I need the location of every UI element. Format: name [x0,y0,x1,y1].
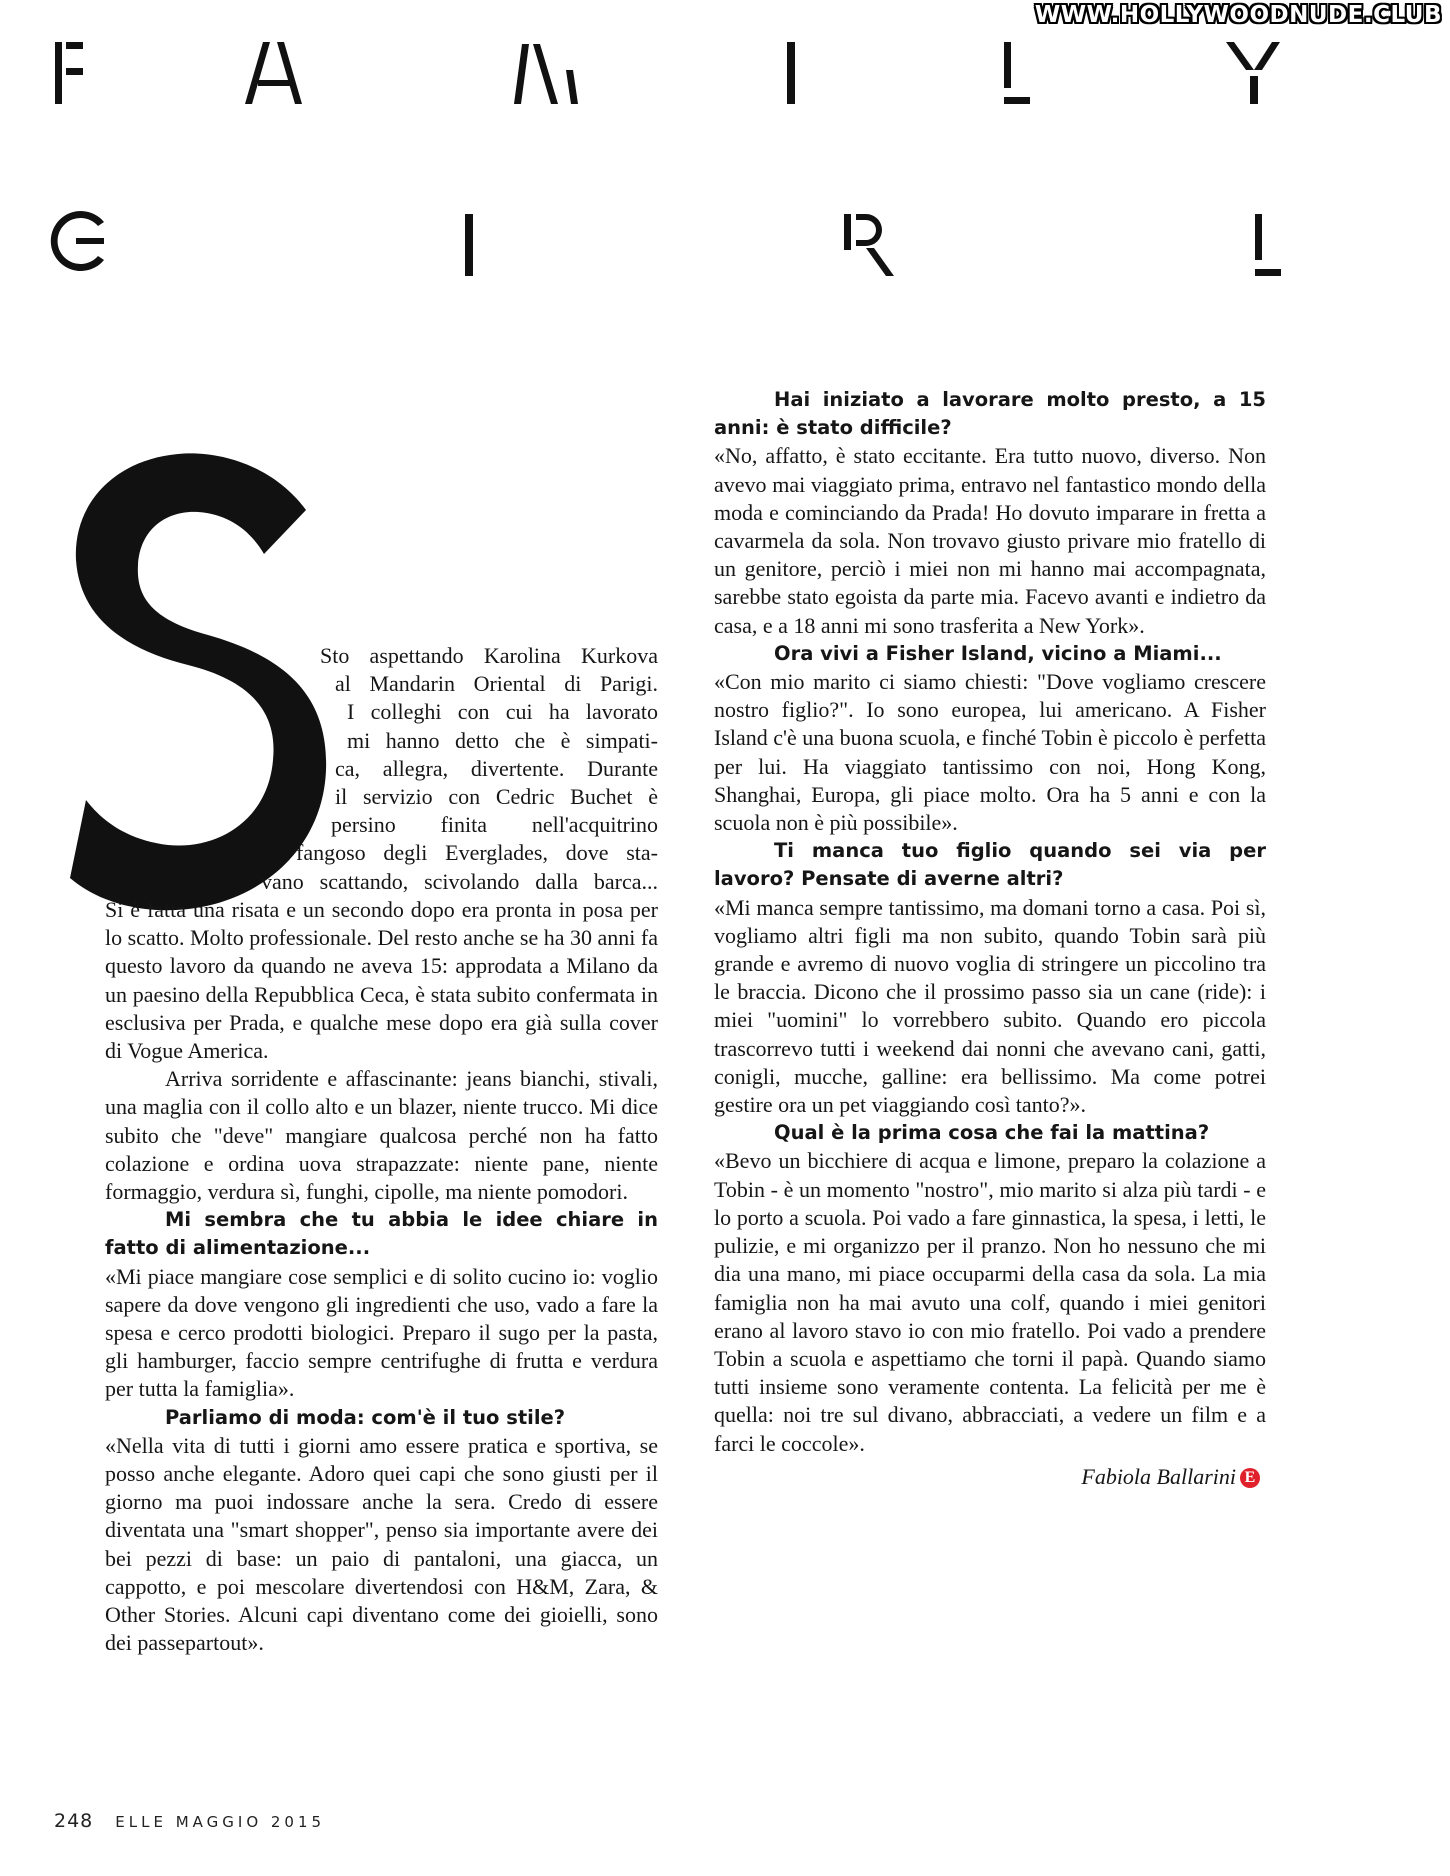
right-column [714,386,1266,1490]
headline-letter-f [55,42,83,104]
interview-question: Qual è la prima cosa che fai la mattina? [774,1121,1210,1145]
intro-paragraph [105,642,658,894]
interview-question: Mi sembra che tu abbia le idee chiare in fatto di alimentazione... [105,1208,658,1260]
headline-letter-l-2 [1255,214,1281,276]
author-signature [714,1464,1266,1490]
elle-end-mark-icon: E [1240,1468,1260,1488]
left-column [105,896,658,1657]
interview-question: Ora vivi a Fisher Island, vicino a Miami... [774,641,1222,665]
magazine-issue: ELLE MAGGIO 2015 [115,1813,326,1831]
headline-letter-g [51,211,104,271]
intro-line: mi hanno detto che è simpati- [347,727,658,753]
headline-letter-i [787,42,795,104]
headline-letter-a [245,42,302,104]
paragraph: Arriva sorridente e affascinante: jeans bianchi, stivali, una maglia con il collo alto e un blazer, niente trucco. Mi dice subito che "deve" mangiare qualcosa perché non ha fatto colazione e ordina uova strapazzate: niente pane, niente formaggio, verdura sì, funghi, cipolle, ma niente pomodori. [105,1066,658,1205]
headline-letter-r [844,214,894,276]
headline-letter-m [514,44,578,104]
page-number: 248 [54,1810,94,1832]
intro-line: Sto aspettando Karolina Kurkova [320,643,658,668]
headline-letter-l [1004,42,1030,104]
intro-line: I colleghi con cui ha lavorato [347,699,658,725]
intro-line: al Mandarin Oriental di Parigi. [335,671,658,697]
watermark: WWW.HOLLYWOODNUDE.CLUB [1034,2,1442,28]
headline-letter-i-2 [465,214,473,276]
interview-question: Ti manca tuo figlio quando sei via per lavoro? Pensate di averne altri? [714,839,1266,891]
answer-paragraph: «Con mio marito ci siamo chiesti: "Dove vogliamo crescere nostro figlio?". Io sono europea, lui americano. A Fisher Island c'è una buona scuola, e finché Tobin è piccolo è perfetta per lui. Ha viaggiato tantissimo con noi, Hong Kong, Shanghai, Europa, gli piace molto. Ora ha 5 anni e con la scuola non è più possibile». [714,669,1266,836]
headline [0,0,1450,300]
intro-line: ca, allegra, divertente. Durante [335,755,658,781]
author-name: Fabiola Ballarini [1081,1463,1236,1489]
answer-paragraph: «Mi manca sempre tantissimo, ma domani torno a casa. Poi sì, vogliamo altri figli ma non subito, quando Tobin sarà più grande e avremo di nuovo voglia di stringere un piccolino tra le braccia. Dicono che il prossimo passo sia un cane (ride): i miei "uomini" lo vorrebbero subito. Quando ero piccola trascorrevo tutti i weekend dai nonni che avevano cani, gatti, conigli, mucche, galline: era bellissimo. Ma come potrei gestire ora un pet viaggiando così tanto?». [714,894,1266,1118]
page-footer [54,1810,325,1832]
answer-paragraph: «No, affatto, è stato eccitante. Era tutto nuovo, diverso. Non avevo mai viaggiato prima, entravo nel fantastico mondo della moda e cominciando da Prada! Ho dovuto imparare in fretta a cavarmela da sola. Non trovavo giusto privare mio fratello di un genitore, perciò i miei non mi hanno mai accompagnata, sarebbe stato egoista da parte mia. Facevo avanti e indietro da casa, e a 18 anni mi sono trasferita a New York». [714,443,1266,638]
paragraph: Si è fatta una risata e un secondo dopo era pronta in posa per lo scatto. Molto professionale. Del resto anche se ha 30 anni fa questo lavoro da quando ne aveva 15: approdata a Milano da un paesino della Repubblica Ceca, è stata subito confermata in esclusiva per Prada, e qualche mese dopo era già sulla cover di Vogue America. [105,897,658,1064]
intro-line: persino finita nell'acquitrino [331,812,658,838]
interview-question: Hai iniziato a lavorare molto presto, a 15 anni: è stato difficile? [714,388,1266,440]
intro-line: fangoso degli Everglades, dove sta- [296,840,658,866]
answer-paragraph: «Mi piace mangiare cose semplici e di solito cucino io: voglio sapere da dove vengono gli ingredienti che uso, vado a fare la spesa e cerco prodotti biologici. Preparo il sugo per la pasta, gli hamburger, faccio sempre centrifughe di frutta e verdura per tutta la famiglia». [105,1263,658,1402]
headline-letter-y [1226,42,1280,104]
answer-paragraph: «Bevo un bicchiere di acqua e limone, preparo la colazione a Tobin - è un momento "nostro", mio marito si alza più tardi - e lo porto a scuola. Poi vado a fare ginnastica, la spesa, i letti, le pulizie, e mi organizzo per il pranzo. Non ho nessuno che mi dia una mano, mi piace occuparmi della casa da sola. La mia famiglia non ha mai avuto una colf, quando i miei genitori erano al lavoro stavo io con mio fratello. Poi vado a prendere Tobin a scuola e aspettiamo che torni il papà. Quando siamo tutti insieme sono veramente contenta. La felicità per me è quella: noi tre sul divano, abbracciati, a vedere un film e a farci le coccole». [714,1148,1266,1456]
intro-line: il servizio con Cedric Buchet è [335,784,658,809]
answer-paragraph: «Nella vita di tutti i giorni amo essere pratica e sportiva, se posso anche elegante. Adoro quei capi che sono giusti per il giorno ma puoi indossare anche la sera. Credo di essere diventata una "smart shopper", penso sia importante avere dei bei pezzi di base: un paio di pantaloni, una giacca, un cappotto, e poi mescolare divertendosi con H&M, Zara, & Other Stories. Alcuni capi diventano come dei gioielli, sono dei passepartout». [105,1432,658,1656]
interview-question: Parliamo di moda: com'è il tuo stile? [165,1405,566,1429]
intro-line: vano scattando, scivolando dalla barca... [261,868,658,894]
